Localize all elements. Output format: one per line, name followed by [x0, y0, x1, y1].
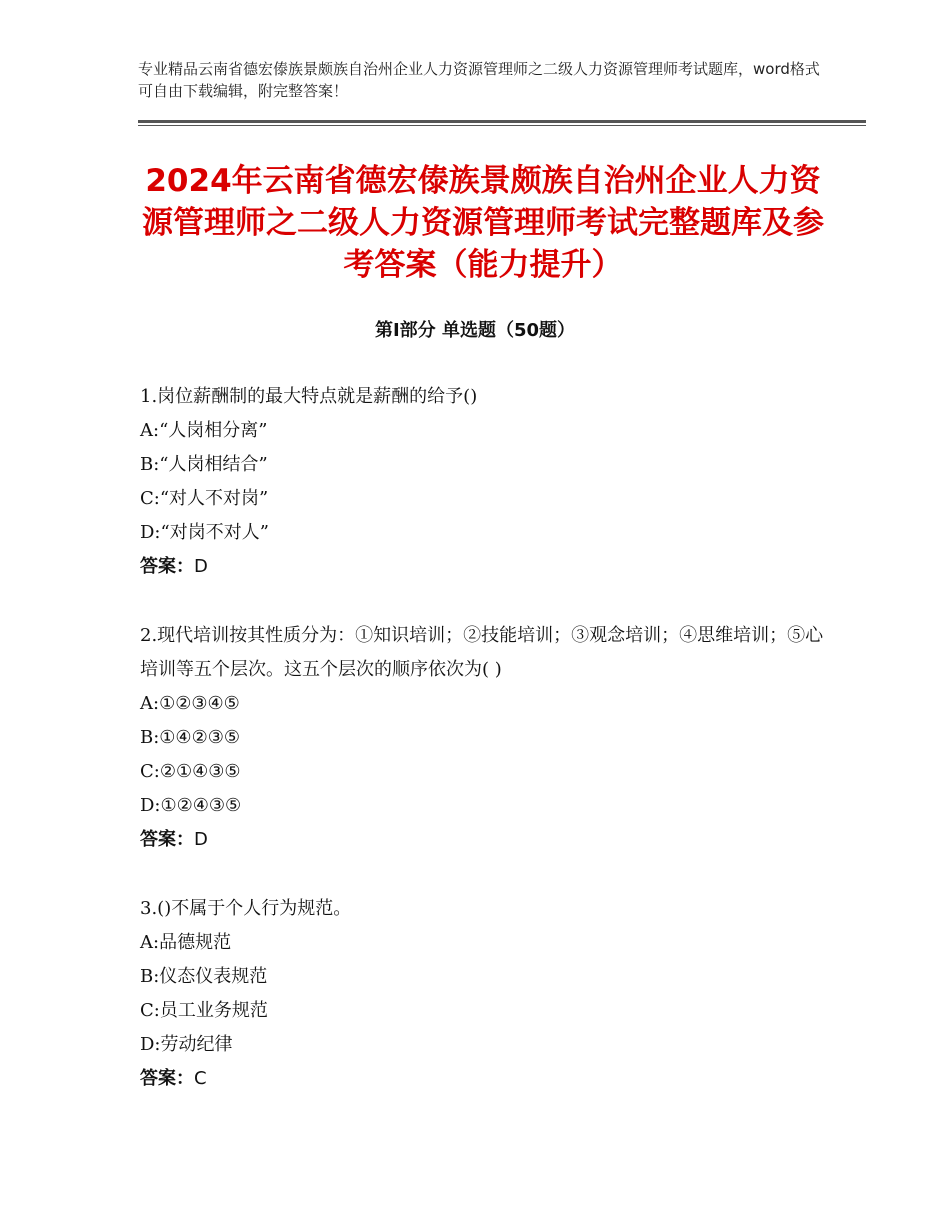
header-rule-thin — [138, 125, 866, 126]
answer-value: D — [194, 829, 208, 850]
header-rule-thick — [138, 120, 866, 123]
answer-label: 答案： — [140, 556, 194, 577]
option-c: C:②①④③⑤ — [140, 761, 241, 782]
option-d: D:劳动纪律 — [140, 1034, 233, 1055]
option-a: A:品德规范 — [140, 932, 232, 953]
option-a: A:①②③④⑤ — [140, 693, 240, 714]
option-b: B:①④②③⑤ — [140, 727, 240, 748]
document-title: 2024年云南省德宏傣族景颇族自治州企业人力资源管理师之二级人力资源管理师考试完整题库及参考答案（能力提升） — [142, 163, 824, 283]
option-b: B:“人岗相结合” — [140, 454, 268, 475]
question-2 — [140, 619, 830, 857]
question-stem: 2.现代培训按其性质分为：①知识培训；②技能培训；③观念培训；④思维培训；⑤心培训等五个层次。这五个层次的顺序依次为( ) — [140, 625, 824, 680]
answer-value: C — [194, 1068, 207, 1089]
option-d: D:①②④③⑤ — [140, 795, 242, 816]
section-title: 第Ⅰ部分 单选题（50题） — [374, 320, 575, 341]
option-d: D:“对岗不对人” — [140, 522, 269, 543]
answer-value: D — [194, 556, 208, 577]
question-stem: 3.()不属于个人行为规范。 — [140, 898, 352, 919]
option-a: A:“人岗相分离” — [140, 420, 268, 441]
option-b: B:仪态仪表规范 — [140, 966, 268, 987]
question-stem: 1.岗位薪酬制的最大特点就是薪酬的给予() — [140, 386, 478, 407]
question-1 — [140, 380, 830, 584]
answer-label: 答案： — [140, 1068, 194, 1089]
option-c: C:“对人不对岗” — [140, 488, 269, 509]
answer-line — [140, 1062, 830, 1096]
option-c: C:员工业务规范 — [140, 1000, 268, 1021]
question-3 — [140, 892, 830, 1096]
answer-label: 答案： — [140, 829, 194, 850]
answer-line — [140, 823, 830, 857]
answer-line — [140, 550, 830, 584]
header-note: 专业精品云南省德宏傣族景颇族自治州企业人力资源管理师之二级人力资源管理师考试题库，word格式可自由下载编辑，附完整答案！ — [138, 60, 820, 100]
